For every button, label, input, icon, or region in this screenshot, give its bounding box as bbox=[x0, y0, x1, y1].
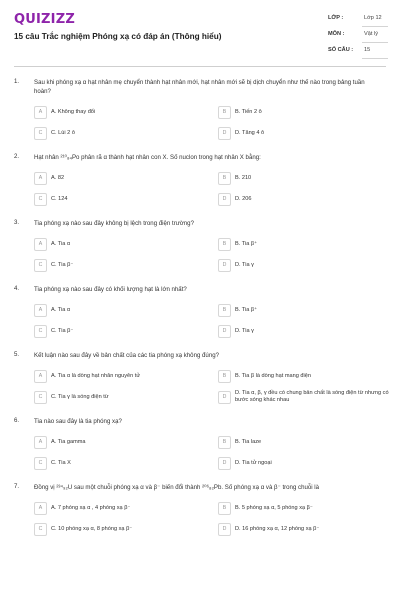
option-a[interactable] bbox=[34, 501, 210, 515]
option-letter: C bbox=[34, 457, 47, 470]
question-number: 4. bbox=[14, 285, 20, 292]
option-text: A. Tia α bbox=[51, 306, 71, 313]
option-text: C. Lùi 2 ô bbox=[51, 129, 75, 136]
question bbox=[0, 285, 400, 338]
option-text: B. 5 phóng xạ α, 5 phóng xạ β⁻ bbox=[235, 504, 313, 511]
meta-value: Vật lý bbox=[364, 31, 378, 37]
question-text bbox=[34, 483, 382, 492]
question bbox=[0, 78, 400, 140]
option-b[interactable] bbox=[218, 369, 394, 383]
option-grid bbox=[34, 303, 400, 338]
option-grid bbox=[34, 501, 400, 536]
meta-label: MÔN : bbox=[328, 31, 345, 37]
option-grid bbox=[34, 171, 400, 206]
option-text: B. Tia β là dòng hạt mang điện bbox=[235, 372, 311, 379]
option-a[interactable] bbox=[34, 237, 210, 251]
option-b[interactable] bbox=[218, 501, 394, 515]
option-text: A. 82 bbox=[51, 174, 65, 181]
meta-value: 15 bbox=[364, 47, 371, 53]
option-grid bbox=[34, 105, 400, 140]
option-letter: D bbox=[218, 523, 231, 536]
header-divider bbox=[14, 66, 386, 67]
option-letter: B bbox=[218, 304, 231, 317]
question-text: Tia phóng xạ nào sau đây có khối lượng hạt là lớn nhất? bbox=[34, 286, 187, 293]
question bbox=[0, 417, 400, 470]
question-text-middle: sau một chuỗi phóng xạ α và β⁻ biến đổi thành bbox=[72, 484, 203, 491]
meta-underline bbox=[362, 58, 388, 59]
meta-value: Lớp 12 bbox=[364, 15, 382, 21]
question-number: 2. bbox=[14, 153, 20, 160]
option-letter: A bbox=[34, 238, 47, 251]
header bbox=[0, 0, 400, 62]
option-d[interactable] bbox=[218, 324, 394, 338]
option-text: C. Tia β⁻ bbox=[51, 327, 74, 334]
meta-row-count bbox=[328, 44, 388, 60]
question bbox=[0, 153, 400, 206]
option-c[interactable] bbox=[34, 324, 210, 338]
option-text: A. Tia α là dòng hạt nhân nguyên tử bbox=[51, 372, 141, 379]
option-d[interactable] bbox=[218, 192, 394, 206]
meta-row-subject bbox=[328, 28, 388, 44]
option-letter: A bbox=[34, 502, 47, 515]
option-letter: B bbox=[218, 238, 231, 251]
question-text bbox=[34, 153, 382, 162]
option-letter: B bbox=[218, 436, 231, 449]
option-letter: D bbox=[218, 259, 231, 272]
meta-row-class bbox=[328, 12, 388, 28]
option-text: B. Tiến 2 ô bbox=[235, 108, 262, 115]
meta-underline bbox=[362, 42, 388, 43]
option-d[interactable] bbox=[218, 258, 394, 272]
option-text: B. 210 bbox=[235, 174, 252, 181]
option-text: A. Tia gamma bbox=[51, 438, 86, 445]
option-text: A. Tia α bbox=[51, 240, 71, 247]
question-number: 1. bbox=[14, 78, 20, 85]
option-c[interactable] bbox=[34, 126, 210, 140]
option-d[interactable] bbox=[218, 456, 394, 470]
option-a[interactable] bbox=[34, 369, 210, 383]
option-text: A. Không thay đổi bbox=[51, 108, 96, 115]
option-a[interactable] bbox=[34, 435, 210, 449]
option-b[interactable] bbox=[218, 303, 394, 317]
option-letter: B bbox=[218, 106, 231, 119]
option-letter: C bbox=[34, 391, 47, 404]
option-text: B. Tia laze bbox=[235, 438, 262, 445]
option-d[interactable] bbox=[218, 522, 394, 536]
quizizz-logo: QUIZIZZ bbox=[14, 12, 75, 27]
question-text: Sau khi phóng xạ α hạt nhân mẹ chuyển thành hạt nhân mới, hạt nhân mới sẽ bị dịch chuyển như thế nào trong bảng tuần hoàn? bbox=[34, 79, 365, 95]
option-c[interactable] bbox=[34, 192, 210, 206]
option-text: B. Tia β⁺ bbox=[235, 306, 258, 313]
question-number: 5. bbox=[14, 351, 20, 358]
option-text: C. Tia γ là sóng điện từ bbox=[51, 393, 109, 400]
option-letter: C bbox=[34, 523, 47, 536]
nuclide-formula: ²¹⁰₈₄Po bbox=[60, 154, 80, 161]
option-letter: A bbox=[34, 106, 47, 119]
option-d[interactable] bbox=[218, 390, 394, 404]
option-letter: A bbox=[34, 436, 47, 449]
option-a[interactable] bbox=[34, 171, 210, 185]
option-text: C. 124 bbox=[51, 195, 68, 202]
question-list bbox=[0, 78, 400, 549]
option-letter: B bbox=[218, 172, 231, 185]
option-b[interactable] bbox=[218, 171, 394, 185]
option-letter: A bbox=[34, 304, 47, 317]
option-text: D. 16 phóng xạ α, 12 phóng xạ β⁻ bbox=[235, 525, 320, 532]
option-letter: C bbox=[34, 259, 47, 272]
question bbox=[0, 351, 400, 404]
option-letter: D bbox=[218, 325, 231, 338]
option-text: D. Tia γ bbox=[235, 327, 254, 334]
option-text: D. Tia γ bbox=[235, 261, 254, 268]
option-c[interactable] bbox=[34, 456, 210, 470]
option-text: B. Tia β⁺ bbox=[235, 240, 258, 247]
question-number: 7. bbox=[14, 483, 20, 490]
option-c[interactable] bbox=[34, 258, 210, 272]
option-text: C. 10 phóng xạ α, 8 phóng xạ β⁻ bbox=[51, 525, 133, 532]
option-letter: D bbox=[218, 127, 231, 140]
option-c[interactable] bbox=[34, 390, 210, 404]
question bbox=[0, 219, 400, 272]
option-letter: A bbox=[34, 172, 47, 185]
option-letter: D bbox=[218, 193, 231, 206]
meta-box bbox=[328, 12, 388, 60]
option-text: A. 7 phóng xạ α , 4 phóng xạ β⁻ bbox=[51, 504, 131, 511]
option-text: D. Tia tử ngoại bbox=[235, 459, 272, 466]
question-text-after: phân rã α thành hạt nhân con X. Số nuclon trong hạt nhân X bằng: bbox=[79, 154, 261, 161]
meta-underline bbox=[362, 26, 388, 27]
option-letter: C bbox=[34, 193, 47, 206]
option-d[interactable] bbox=[218, 126, 394, 140]
option-letter: D bbox=[218, 457, 231, 470]
option-c[interactable] bbox=[34, 522, 210, 536]
page-title: 15 câu Trắc nghiệm Phóng xạ có đáp án (Thông hiểu) bbox=[14, 32, 222, 41]
question-text-after: . Số phóng xạ α và β⁻ trong chuỗi là bbox=[221, 484, 320, 491]
question-number: 3. bbox=[14, 219, 20, 226]
option-text: D. Tăng 4 ô bbox=[235, 129, 265, 136]
option-letter: B bbox=[218, 370, 231, 383]
option-text: D. 206 bbox=[235, 195, 252, 202]
option-b[interactable] bbox=[218, 237, 394, 251]
option-letter: D bbox=[218, 391, 231, 404]
question-text-before: Đồng vị bbox=[34, 484, 57, 491]
question-number: 6. bbox=[14, 417, 20, 424]
option-a[interactable] bbox=[34, 105, 210, 119]
option-grid bbox=[34, 237, 400, 272]
option-letter: A bbox=[34, 370, 47, 383]
option-a[interactable] bbox=[34, 303, 210, 317]
option-text: C. Tia β⁻ bbox=[51, 261, 74, 268]
option-letter: C bbox=[34, 127, 47, 140]
option-letter: C bbox=[34, 325, 47, 338]
meta-label: LỚP : bbox=[328, 15, 344, 21]
option-letter: B bbox=[218, 502, 231, 515]
question-text-before: Hạt nhân bbox=[34, 154, 61, 161]
nuclide-formula: ²⁰⁶₈₂Pb bbox=[202, 484, 222, 491]
question-text: Tia nào sau đây là tia phóng xạ? bbox=[34, 418, 122, 425]
nuclide-formula: ²³⁴₉₂U bbox=[56, 484, 73, 491]
meta-label: SỐ CÂU : bbox=[328, 47, 354, 53]
question-text: Tia phóng xạ nào sau đây không bị lệch trong điện trường? bbox=[34, 220, 194, 227]
option-text: D. Tia α, β, γ đều có chung bản chất là sóng điện từ nhưng có bước sóng khác nhau bbox=[235, 390, 389, 403]
option-b[interactable] bbox=[218, 435, 394, 449]
question-text: Kết luận nào sau đây về bản chất của các tia phóng xạ không đúng? bbox=[34, 352, 219, 359]
option-grid bbox=[34, 369, 400, 404]
option-b[interactable] bbox=[218, 105, 394, 119]
option-grid bbox=[34, 435, 400, 470]
option-text: C. Tia X bbox=[51, 459, 71, 466]
question bbox=[0, 483, 400, 536]
